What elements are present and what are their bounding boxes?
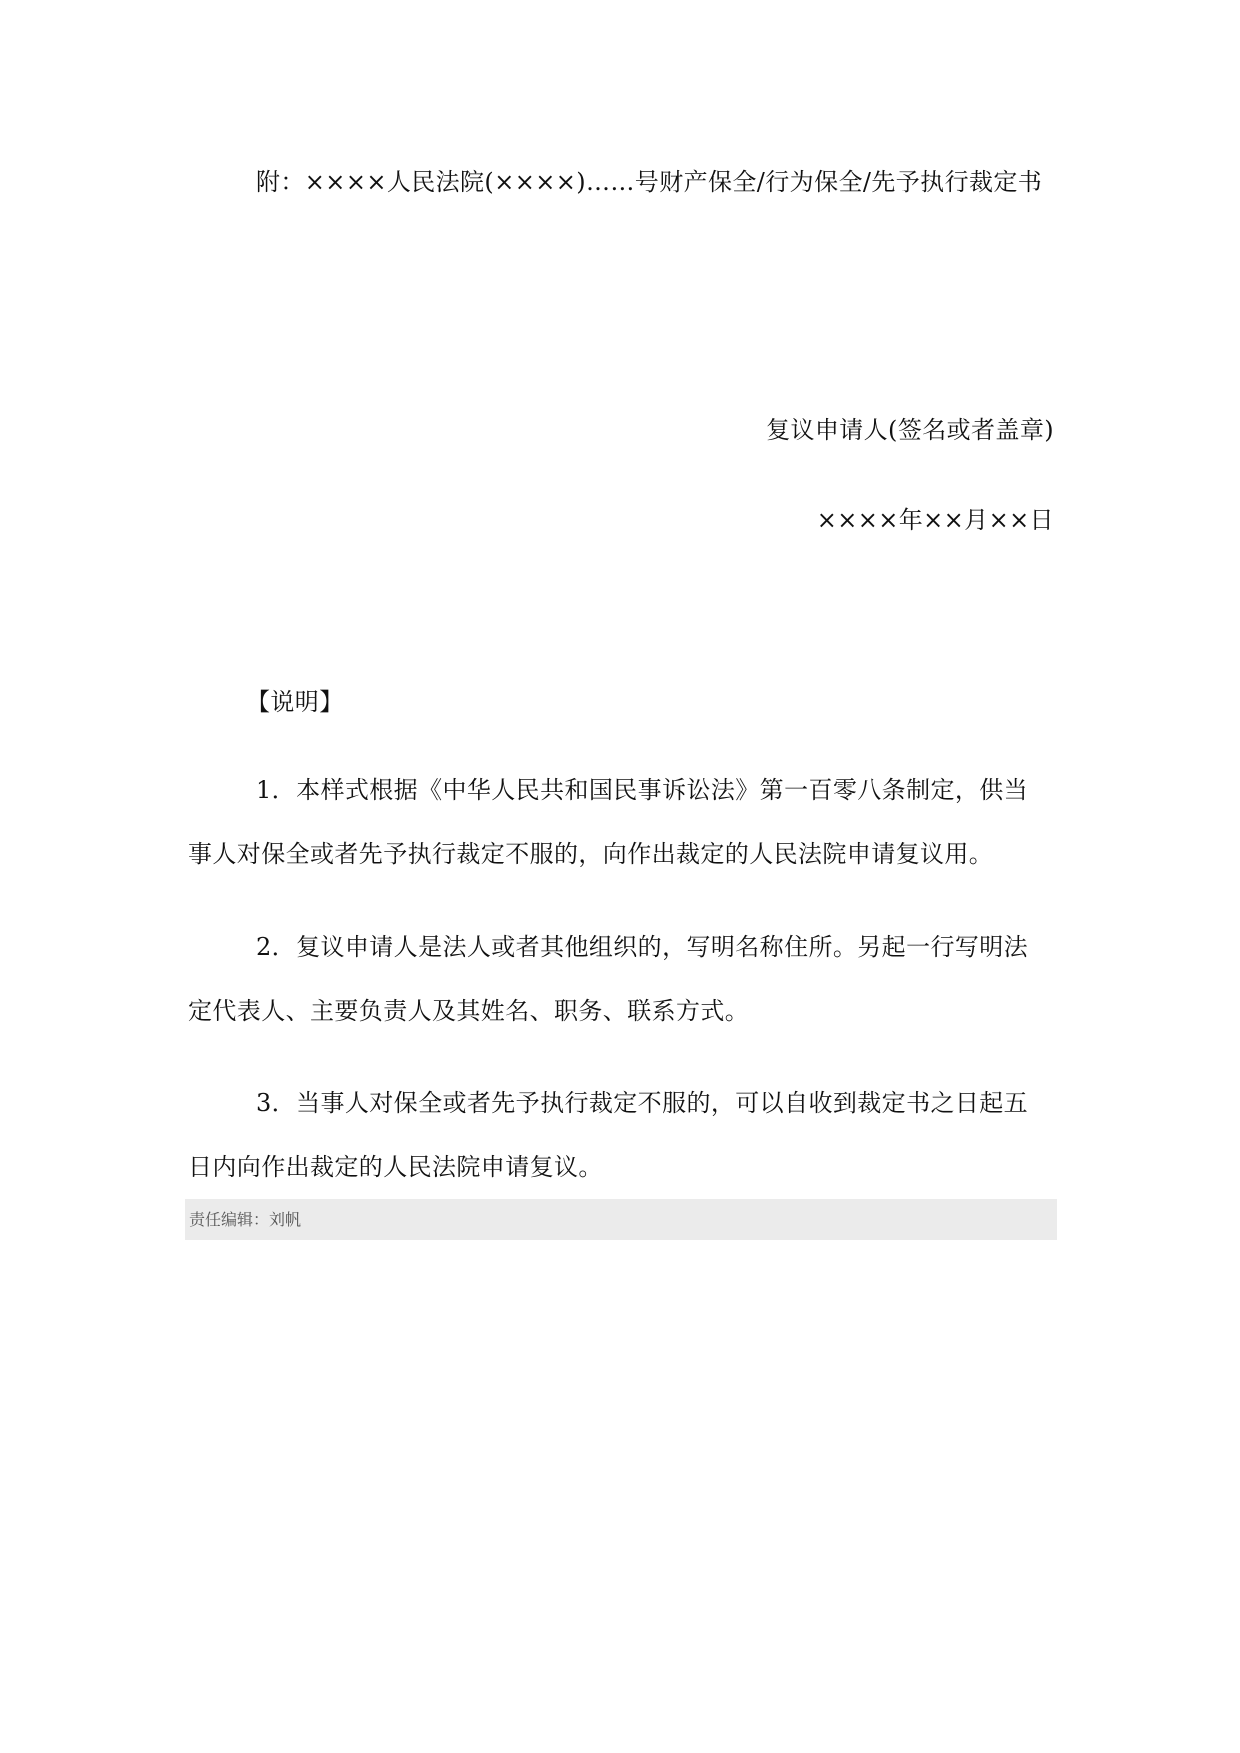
attachment-paragraph: 附：××××人民法院(××××)……号财产保全/行为保全/先予执行裁定书	[256, 168, 1043, 196]
editor-footer-bar	[185, 1199, 1057, 1240]
note-paragraph: 1．本样式根据《中华人民共和国民事诉讼法》第一百零八条制定，供当事人对保全或者先予执行裁定不服的，向作出裁定的人民法院申请复议用。	[188, 776, 1029, 868]
applicant-signature-line: 复议申请人(签名或者盖章)	[766, 416, 1054, 444]
notes-item-2	[188, 915, 1052, 1043]
notes-heading-block	[188, 686, 1052, 718]
notes-item-3	[188, 1071, 1052, 1199]
note-paragraph: 3．当事人对保全或者先予执行裁定不服的，可以自收到裁定书之日起五日内向作出裁定的人民法院申请复议。	[188, 1089, 1029, 1181]
notes-item-1	[188, 758, 1052, 886]
note-paragraph: 2．复议申请人是法人或者其他组织的，写明名称住所。另起一行写明法定代表人、主要负责人及其姓名、职务、联系方式。	[188, 933, 1029, 1025]
editor-credit: 责任编辑：刘帆	[189, 1210, 302, 1229]
attachment-block	[188, 150, 1052, 214]
notes-heading: 【说明】	[246, 688, 344, 716]
date-line: ××××年××月××日	[816, 506, 1054, 534]
